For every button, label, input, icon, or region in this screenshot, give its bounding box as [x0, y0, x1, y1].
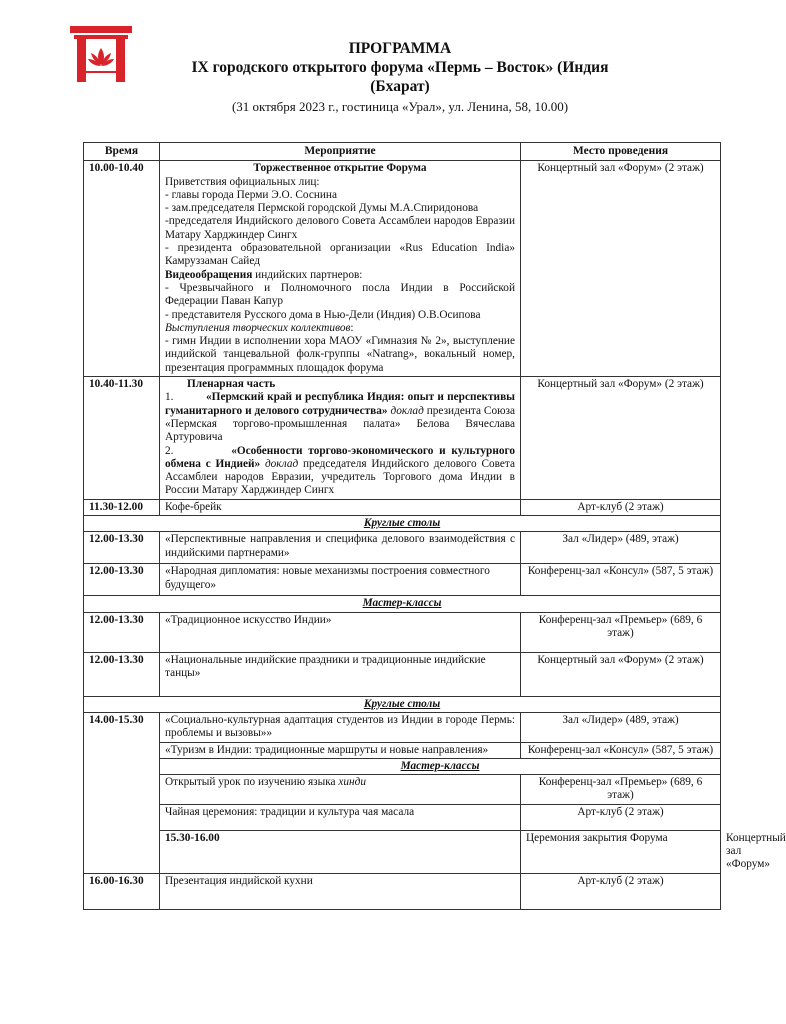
- lesson-language: хинди: [338, 776, 367, 789]
- row-time: 10.00-10.40: [84, 161, 160, 377]
- row-event: «Социально-культурная адаптация студентов из Индии в городе Пермь: проблемы и вызовы»»: [160, 712, 521, 742]
- row-place: Зал «Лидер» (489, этаж): [521, 712, 721, 742]
- perf-colon: :: [350, 321, 354, 334]
- row-event: «Национальные индийские праздники и традиционные индийские танцы»: [160, 652, 521, 696]
- report-title: «Особенности торгово-экономического и культурного обмена с Индией»: [165, 444, 515, 470]
- row-time: 12.00-13.30: [84, 612, 160, 652]
- forum-logo: [70, 26, 132, 82]
- table-row: [84, 377, 721, 500]
- table-row: [84, 499, 721, 515]
- row-time: 15.30-16.00: [160, 830, 521, 873]
- row-event: [160, 775, 521, 805]
- title-block: [150, 40, 650, 115]
- plenary-item-2: [165, 445, 515, 498]
- section-row: [84, 758, 721, 774]
- greeting-item: -председателя Индийского делового Совета Ассамблеи народов Евразии Матару Харджиндер Сингх: [165, 215, 515, 241]
- section-row: [84, 696, 721, 712]
- row-event: Кофе-брейк: [160, 499, 521, 515]
- row-event: «Перспективные направления и специфика делового взаимодействия с индийскими партнерами»: [160, 532, 521, 564]
- row-time: 11.30-12.00: [84, 499, 160, 515]
- row-place: Конференц-зал «Премьер» (689, 6 этаж): [521, 775, 721, 805]
- plenary-title: Пленарная часть: [187, 378, 276, 391]
- subtitle-line-1: IX городского открытого форума «Пермь – Восток» (Индия: [191, 59, 609, 76]
- table-row: [84, 652, 721, 696]
- table-row: [84, 564, 721, 596]
- row-place: Концертный зал «Форум» (2 этаж): [521, 161, 721, 377]
- section-row: [84, 596, 721, 612]
- row-time: 12.00-13.30: [84, 652, 160, 696]
- row-event: «Туризм в Индии: традиционные маршруты и новые направления»: [160, 742, 521, 758]
- row-place: Концертный зал «Форум» (2 этаж): [521, 377, 721, 500]
- row-place: Арт-клуб (2 этаж): [521, 804, 721, 830]
- opening-cell: [160, 161, 521, 377]
- row-time: 16.00-16.30: [84, 873, 160, 909]
- opening-title: Торжественное открытие Форума: [253, 162, 427, 175]
- row-event: Чайная церемония: традиции и культура чая масала: [160, 804, 521, 830]
- video-label: Видеообращения: [165, 268, 253, 281]
- row-event: Презентация индийской кухни: [160, 873, 521, 909]
- section-round-tables: Круглые столы: [84, 516, 721, 532]
- row-place: Конференц-зал «Консул» (587, 5 этаж): [521, 742, 721, 758]
- item-number: 1.: [165, 391, 174, 404]
- header-place: Место проведения: [521, 143, 721, 161]
- table-row: 15.30-16.00 Церемония закрытия Форума Концертный зал «Форум»: [84, 830, 721, 873]
- row-event: Церемония закрытия Форума: [521, 830, 721, 873]
- page-title: ПРОГРАММА: [348, 40, 452, 57]
- perf-item: - гимн Индии в исполнении хора МАОУ «Гимназия № 2», выступление индийской танцевальной фолк-группы «Natrang», вокальный номер, презентация программных площадок форума: [165, 335, 515, 374]
- row-time: 14.00-15.30: [84, 712, 160, 873]
- section-row: [84, 516, 721, 532]
- lesson-text: Открытый урок по изучению языка: [165, 776, 339, 789]
- header-event: Мероприятие: [160, 143, 521, 161]
- row-time: 12.00-13.30: [84, 532, 160, 564]
- row-place: Арт-клуб (2 этаж): [521, 873, 721, 909]
- section-master-classes: Мастер-классы: [84, 596, 721, 612]
- section-master-classes: Мастер-классы: [160, 758, 721, 774]
- greeting-item: - президента образовательной организации «Rus Education India» Камруззаман Сайед: [165, 242, 515, 268]
- row-place: Концертный зал «Форум» (2 этаж): [521, 652, 721, 696]
- row-place: Зал «Лидер» (489, этаж): [521, 532, 721, 564]
- report-title: «Пермский край и республика Индия: опыт и перспективы гуманитарного и делового сотрудничества»: [165, 391, 515, 417]
- subtitle-line-2: (Бхарат): [370, 78, 430, 95]
- report-speaker: президента Союза «Пермская торгово-промышленная палата» Белова Вячеслава Артуровича: [165, 404, 516, 444]
- program-table: [83, 142, 786, 910]
- table-row: [84, 742, 721, 758]
- table-row: [84, 612, 721, 652]
- section-round-tables: Круглые столы: [84, 696, 721, 712]
- video-label-line: [165, 269, 515, 282]
- table-row: [84, 775, 721, 805]
- report-speaker: председателя Индийского делового Совета Ассамблеи народов Евразии, учредитель Торгового дома Индии в России Матару Харджиндер Сингх: [165, 457, 515, 497]
- greeting-item: - зам.председателя Пермской городской Думы М.А.Спиридонова: [165, 202, 479, 215]
- item-number: 2.: [165, 444, 174, 457]
- perf-label: Выступления творческих коллективов: [165, 321, 351, 334]
- greeting-item: - главы города Перми Э.О. Соснина: [165, 188, 337, 201]
- video-item: - Чрезвычайного и Полномочного посла Индии в Российской Федерации Паван Капур: [165, 281, 515, 308]
- table-row: [84, 712, 721, 742]
- plenary-cell: [160, 377, 521, 500]
- greetings-label: Приветствия официальных лиц:: [165, 175, 320, 188]
- header-time: Время: [84, 143, 160, 161]
- report-kind: доклад: [390, 404, 424, 417]
- row-event: «Традиционное искусство Индии»: [160, 612, 521, 652]
- table-row: [84, 161, 721, 377]
- row-event: «Народная дипломатия: новые механизмы построения совместного будущего»: [160, 564, 521, 596]
- row-place: Арт-клуб (2 этаж): [521, 499, 721, 515]
- video-item: - представителя Русского дома в Нью-Дели (Индия) О.В.Осипова: [165, 308, 481, 321]
- event-details: (31 октября 2023 г., гостиница «Урал», ул. Ленина, 58, 10.00): [231, 99, 569, 114]
- row-time: 12.00-13.30: [84, 564, 160, 596]
- table-header-row: [84, 143, 721, 161]
- plenary-item-1: [165, 391, 515, 444]
- report-kind: доклад: [264, 457, 299, 470]
- video-label-rest: индийских партнеров:: [252, 268, 363, 281]
- row-place: Конференц-зал «Премьер» (689, 6 этаж): [521, 612, 721, 652]
- table-row: [84, 804, 721, 830]
- row-time: 10.40-11.30: [84, 377, 160, 500]
- table-row: [84, 873, 721, 909]
- row-place: Конференц-зал «Консул» (587, 5 этаж): [521, 564, 721, 596]
- table-row: [84, 532, 721, 564]
- perf-label-line: [165, 322, 515, 335]
